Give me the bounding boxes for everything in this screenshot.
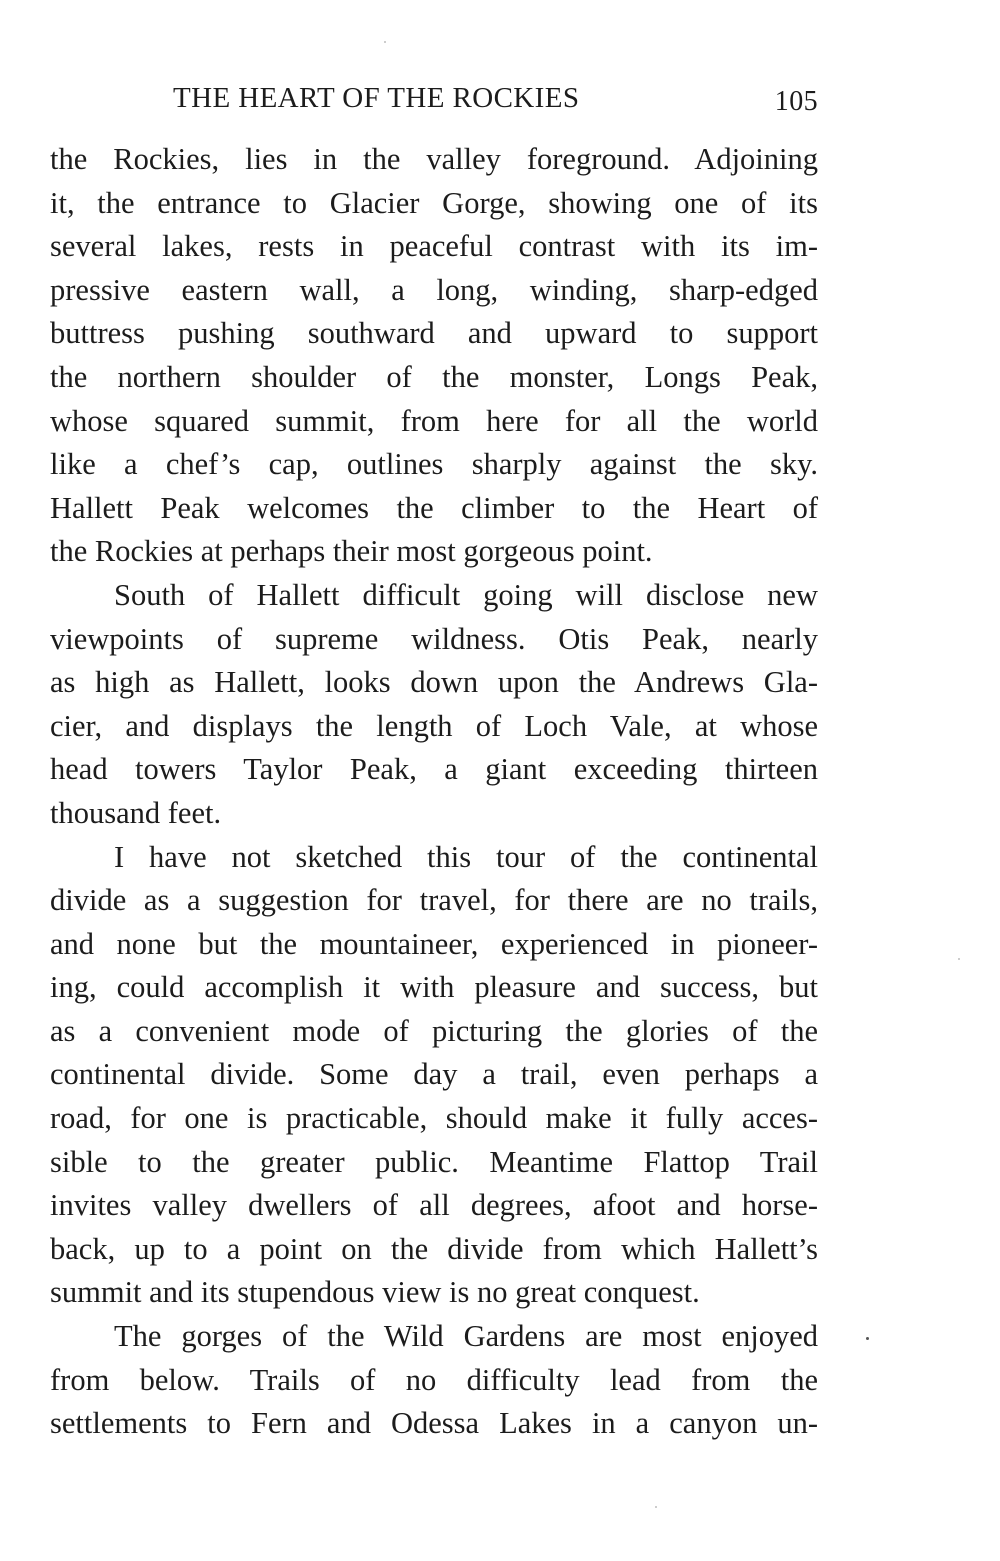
text-line: pressive eastern wall, a long, winding, sharp-edged xyxy=(50,272,818,307)
paragraph xyxy=(50,574,818,836)
text-line: The gorges of the Wild Gardens are most enjoyed xyxy=(114,1319,818,1354)
text-line: from below. Trails of no difficulty lead from the xyxy=(50,1362,818,1397)
text-line: divide as a suggestion for travel, for there are no trails, xyxy=(50,883,818,918)
text-line: the northern shoulder of the monster, Longs Peak, xyxy=(50,359,818,394)
text-line: cier, and displays the length of Loch Vale, at whose xyxy=(50,708,818,743)
paper-speck xyxy=(866,1337,869,1340)
text-line: ing, could accomplish it with pleasure and success, but xyxy=(50,970,818,1005)
paper-speck xyxy=(958,958,960,960)
paragraph xyxy=(50,1315,818,1446)
text-line: as high as Hallett, looks down upon the Andrews Gla- xyxy=(50,665,818,700)
text-line: continental divide. Some day a trail, even perhaps a xyxy=(50,1057,818,1092)
text-line: road, for one is practicable, should make it fully acces- xyxy=(50,1101,818,1136)
running-title: THE HEART OF THE ROCKIES xyxy=(173,82,580,114)
text-line: I have not sketched this tour of the continental xyxy=(114,839,818,874)
text-line: the Rockies at perhaps their most gorgeous point. xyxy=(50,534,653,569)
text-line: back, up to a point on the divide from which Hallett’s xyxy=(50,1231,818,1266)
text-line: thousand feet. xyxy=(50,795,222,830)
text-line: invites valley dwellers of all degrees, afoot and horse- xyxy=(50,1188,818,1223)
text-line: and none but the mountaineer, experienced in pioneer- xyxy=(50,926,818,961)
text-line: buttress pushing southward and upward to support xyxy=(50,316,818,351)
text-line: like a chef’s cap, outlines sharply against the sky. xyxy=(50,447,818,482)
paragraph xyxy=(50,138,818,574)
text-line: Hallett Peak welcomes the climber to the Heart of xyxy=(50,490,818,525)
paper-speck xyxy=(384,41,386,43)
running-head xyxy=(50,82,818,122)
paper-speck xyxy=(655,1506,657,1508)
text-line: settlements to Fern and Odessa Lakes in a canyon un- xyxy=(50,1406,818,1441)
page-number: 105 xyxy=(774,86,818,117)
text-line: the Rockies, lies in the valley foreground. Adjoining xyxy=(50,142,818,176)
text-line: summit and its stupendous view is no great conquest. xyxy=(50,1275,700,1310)
text-line: it, the entrance to Glacier Gorge, showing one of its xyxy=(50,185,818,220)
text-line: several lakes, rests in peaceful contrast with its im- xyxy=(50,229,818,264)
body-text xyxy=(50,138,818,1446)
paragraph xyxy=(50,836,818,1316)
text-line: viewpoints of supreme wildness. Otis Peak, nearly xyxy=(50,621,818,656)
text-line: sible to the greater public. Meantime Flattop Trail xyxy=(50,1144,818,1179)
text-line: as a convenient mode of picturing the glories of the xyxy=(50,1013,818,1048)
text-line: South of Hallett difficult going will disclose new xyxy=(114,577,818,612)
text-line: whose squared summit, from here for all the world xyxy=(50,403,818,438)
text-line: head towers Taylor Peak, a giant exceeding thirteen xyxy=(50,752,818,787)
